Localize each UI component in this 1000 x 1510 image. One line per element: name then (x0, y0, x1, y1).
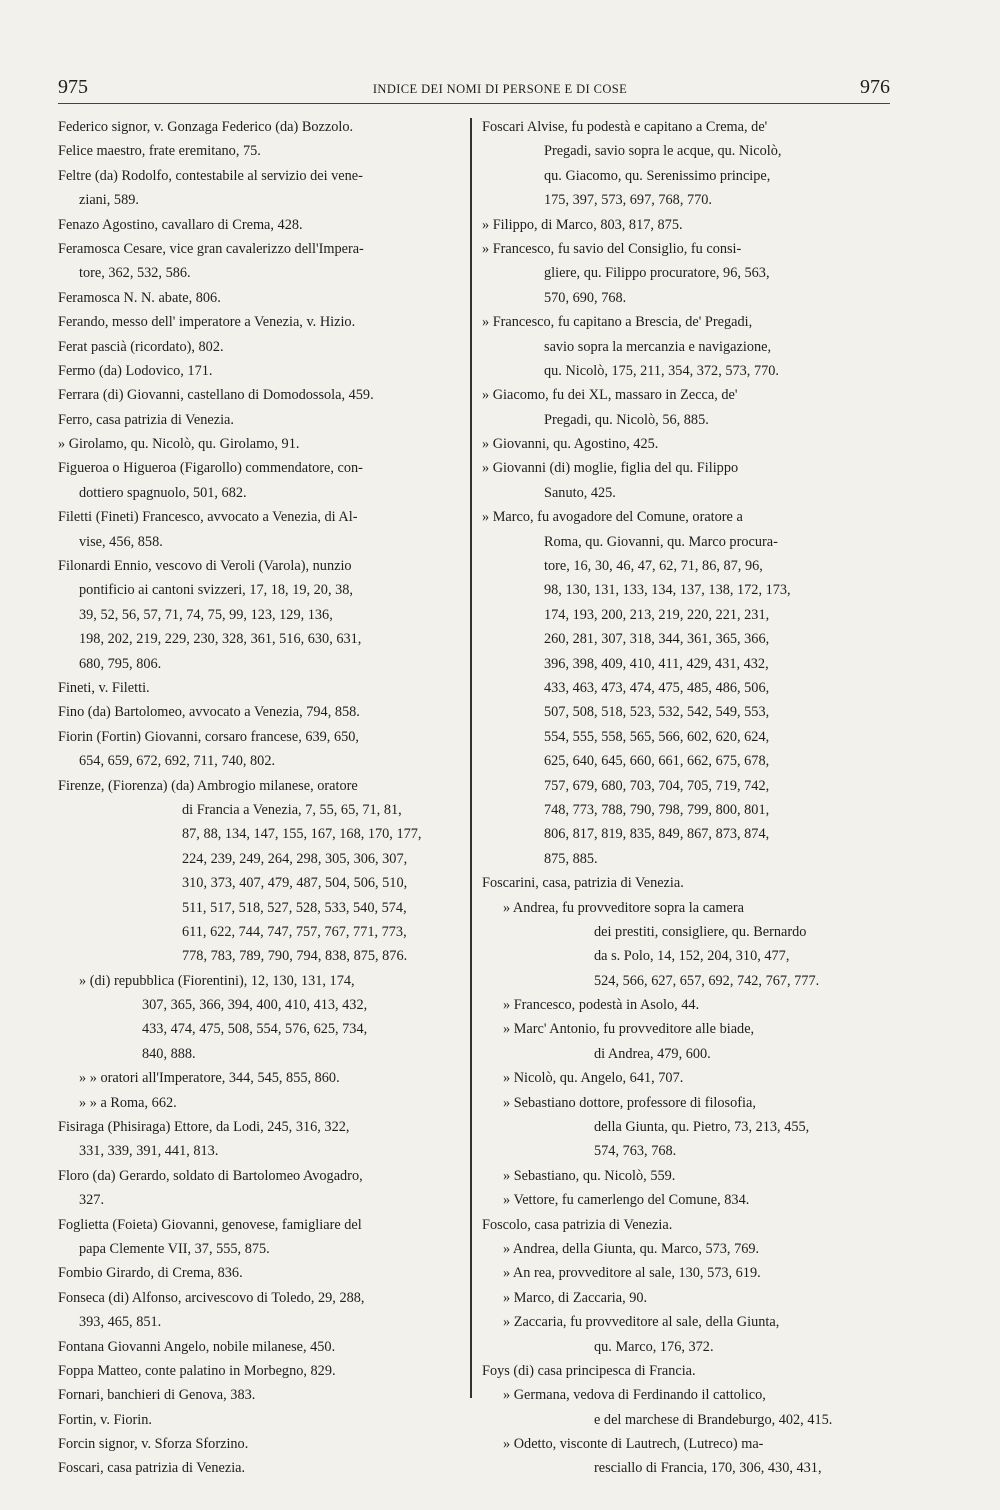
index-entry-line: » Girolamo, qu. Nicolò, qu. Girolamo, 91. (58, 436, 300, 453)
index-entry-line: Fino (da) Bartolomeo, avvocato a Venezia, 794, 858. (58, 704, 360, 721)
index-entry-line: vise, 456, 858. (79, 533, 163, 550)
index-entry-line: 611, 622, 744, 747, 757, 767, 771, 773, (182, 923, 407, 940)
index-entry-line: » Odetto, visconte di Lautrech, (Lutreco) ma- (503, 1436, 764, 1453)
index-entry-line: Foscarini, casa, patrizia di Venezia. (482, 875, 684, 892)
index-entry-line: » Giovanni (di) moglie, figlia del qu. Filippo (482, 460, 739, 477)
index-entry-line: 507, 508, 518, 523, 532, 542, 549, 553, (544, 704, 770, 721)
index-entry-line: Fisiraga (Phisiraga) Ettore, da Lodi, 245, 316, 322, (58, 1119, 350, 1136)
index-entry-line: papa Clemente VII, 37, 555, 875. (79, 1240, 270, 1257)
index-entry-line: Fontana Giovanni Angelo, nobile milanese, 450. (58, 1338, 336, 1355)
index-entry-line: Foscari Alvise, fu podestà e capitano a Crema, de' (482, 119, 768, 135)
index-entry-line: » Marc' Antonio, fu provveditore alle biade, (503, 1021, 755, 1038)
index-entry-line: 511, 517, 518, 527, 528, 533, 540, 574, (182, 899, 407, 916)
index-entry-line: Feramosca N. N. abate, 806. (58, 289, 221, 306)
index-entry-line: 327. (79, 1192, 105, 1209)
index-entry-line: 307, 365, 366, 394, 400, 410, 413, 432, (142, 997, 368, 1014)
index-entry-line: tore, 362, 532, 586. (79, 265, 191, 282)
index-entry-line: di Francia a Venezia, 7, 55, 65, 71, 81, (182, 801, 402, 818)
index-entry-line: 98, 130, 131, 133, 134, 137, 138, 172, 173, (544, 582, 791, 599)
index-entry-line: » Marco, di Zaccaria, 90. (503, 1289, 648, 1306)
index-entry-line: Ferando, messo dell' imperatore a Venezia, v. Hizio. (58, 314, 356, 331)
index-entry-line: Fortin, v. Fiorin. (58, 1411, 152, 1428)
index-entry-line: Fonseca (di) Alfonso, arcivescovo di Toledo, 29, 288, (58, 1289, 365, 1306)
running-title: INDICE DEI NOMI DI PERSONE E DI COSE (372, 82, 628, 96)
index-entry-line: 654, 659, 672, 692, 711, 740, 802. (79, 753, 276, 770)
index-entry-line: qu. Marco, 176, 372. (594, 1338, 714, 1355)
left-page-number: 975 (58, 76, 88, 98)
right-page-number: 976 (860, 76, 890, 98)
index-entry-line: 396, 398, 409, 410, 411, 429, 431, 432, (544, 655, 769, 672)
index-entry-line: Ferro, casa patrizia di Venezia. (58, 411, 234, 428)
index-entry-line: » Germana, vedova di Ferdinando il cattolico, (503, 1387, 766, 1404)
index-entry-line: dottiero spagnuolo, 501, 682. (79, 484, 247, 501)
index-entry-line: 393, 465, 851. (79, 1314, 162, 1331)
index-entry-line: 625, 640, 645, 660, 661, 662, 675, 678, (544, 753, 770, 770)
index-entry-line: » Giacomo, fu dei XL, massaro in Zecca, de' (482, 387, 738, 404)
index-entry-line: 778, 783, 789, 790, 794, 838, 875, 876. (182, 948, 408, 965)
index-entry-line: Foglietta (Foieta) Giovanni, genovese, famigliare del (58, 1216, 362, 1233)
index-entry-line: resciallo di Francia, 170, 306, 430, 431, (594, 1460, 822, 1477)
index-entry-line: della Giunta, qu. Pietro, 73, 213, 455, (594, 1119, 810, 1136)
index-entry-line: » » oratori all'Imperatore, 344, 545, 855, 860. (79, 1070, 340, 1087)
index-entry-line: » Andrea, della Giunta, qu. Marco, 573, 769. (503, 1240, 760, 1257)
index-entry-line: di Andrea, 479, 600. (594, 1045, 711, 1062)
index-entry-line: qu. Giacomo, qu. Serenissimo principe, (544, 167, 771, 184)
index-entry-line: Pregadi, savio sopra le acque, qu. Nicolò, (544, 143, 782, 160)
index-entry-line: » Sebastiano, qu. Nicolò, 559. (503, 1167, 676, 1184)
index-entry-line: » Filippo, di Marco, 803, 817, 875. (482, 216, 683, 233)
index-entry-line: tore, 16, 30, 46, 47, 62, 71, 86, 87, 96, (544, 558, 763, 575)
index-entry-line: 331, 339, 391, 441, 813. (79, 1143, 219, 1160)
index-entry-line: e del marchese di Brandeburgo, 402, 415. (594, 1411, 833, 1428)
index-entry-line: » Nicolò, qu. Angelo, 641, 707. (503, 1070, 684, 1087)
index-entry-line: 748, 773, 788, 790, 798, 799, 800, 801, (544, 801, 770, 818)
index-entry-line: » (di) repubblica (Fiorentini), 12, 130, 131, 174, (79, 972, 355, 989)
index-entry-line: 570, 690, 768. (544, 289, 627, 306)
index-entry-line: » Francesco, podestà in Asolo, 44. (503, 997, 700, 1014)
index-entry-line: Pregadi, qu. Nicolò, 56, 885. (544, 411, 709, 428)
index-entry-line: Sanuto, 425. (544, 484, 616, 501)
index-entry-line: Feltre (da) Rodolfo, contestabile al servizio dei vene- (58, 167, 363, 184)
index-entry-line: » Francesco, fu capitano a Brescia, de' Pregadi, (482, 314, 753, 331)
index-entry-line: 806, 817, 819, 835, 849, 867, 873, 874, (544, 826, 770, 843)
index-entry-line: 87, 88, 134, 147, 155, 167, 168, 170, 177, (182, 826, 422, 843)
index-entry-line: 198, 202, 219, 229, 230, 328, 361, 516, 630, 631, (79, 631, 362, 648)
index-entry-line: Ferrara (di) Giovanni, castellano di Domodossola, 459. (58, 387, 374, 404)
index-entry-line: 174, 193, 200, 213, 219, 220, 221, 231, (544, 606, 770, 623)
index-entry-line: Foscari, casa patrizia di Venezia. (58, 1460, 246, 1477)
index-entry-line: » » a Roma, 662. (79, 1094, 177, 1111)
index-entry-line: 39, 52, 56, 57, 71, 74, 75, 99, 123, 129, 136, (79, 606, 333, 623)
column-divider (470, 118, 472, 1398)
index-entry-line: 224, 239, 249, 264, 298, 305, 306, 307, (182, 850, 408, 867)
index-entry-line: Foys (di) casa principesca di Francia. (482, 1362, 696, 1379)
index-entry-line: Floro (da) Gerardo, soldato di Bartolomeo Avogadro, (58, 1167, 363, 1184)
index-entry-line: » Andrea, fu provveditore sopra la camera (503, 899, 744, 916)
index-entry-line: Felice maestro, frate eremitano, 75. (58, 143, 261, 160)
index-entry-line: Fermo (da) Lodovico, 171. (58, 362, 213, 379)
index-entry-line: Fineti, v. Filetti. (58, 679, 150, 696)
index-entry-line: » Giovanni, qu. Agostino, 425. (482, 436, 659, 453)
index-entry-line: dei prestiti, consigliere, qu. Bernardo (594, 923, 807, 940)
index-entry-line: » Vettore, fu camerlengo del Comune, 834. (503, 1192, 750, 1209)
index-entry-line: 524, 566, 627, 657, 692, 742, 767, 777. (594, 972, 820, 989)
index-entry-line: Filetti (Fineti) Francesco, avvocato a Venezia, di Al- (58, 509, 358, 526)
index-entry-line: Federico signor, v. Gonzaga Federico (da) Bozzolo. (58, 119, 354, 135)
index-entry-line: 175, 397, 573, 697, 768, 770. (544, 192, 712, 209)
index-entry-line: Forcin signor, v. Sforza Sforzino. (58, 1436, 249, 1453)
index-entry-line: Filonardi Ennio, vescovo di Veroli (Varola), nunzio (58, 558, 352, 575)
index-entry-line: gliere, qu. Filippo procuratore, 96, 563, (544, 265, 770, 282)
index-entry-line: Fornari, banchieri di Genova, 383. (58, 1387, 256, 1404)
index-entry-line: Firenze, (Fiorenza) (da) Ambrogio milanese, oratore (58, 777, 358, 794)
index-entry-line: » Sebastiano dottore, professore di filosofia, (503, 1094, 756, 1111)
right-column (482, 115, 892, 1481)
index-entry-line: » An rea, provveditore al sale, 130, 573, 619. (503, 1265, 761, 1282)
index-entry-line: 840, 888. (142, 1045, 196, 1062)
index-entry-line: Fombio Girardo, di Crema, 836. (58, 1265, 243, 1282)
index-entry-line: qu. Nicolò, 175, 211, 354, 372, 573, 770. (544, 362, 779, 379)
index-entry-line: 757, 679, 680, 703, 704, 705, 719, 742, (544, 777, 770, 794)
index-entry-line: 680, 795, 806. (79, 655, 162, 672)
index-entry-line: Ferat pascià (ricordato), 802. (58, 338, 224, 355)
index-entry-line: ziani, 589. (79, 192, 139, 209)
index-entry-line: 554, 555, 558, 565, 566, 602, 620, 624, (544, 728, 770, 745)
index-entry-line: da s. Polo, 14, 152, 204, 310, 477, (594, 948, 790, 965)
index-entry-line: » Zaccaria, fu provveditore al sale, della Giunta, (503, 1314, 780, 1331)
index-entry-line: 433, 463, 473, 474, 475, 485, 486, 506, (544, 679, 770, 696)
index-entry-line: Fenazo Agostino, cavallaro di Crema, 428. (58, 216, 303, 233)
index-entry-line: 260, 281, 307, 318, 344, 361, 365, 366, (544, 631, 770, 648)
index-entry-line: 875, 885. (544, 850, 598, 867)
index-entry-line: Roma, qu. Giovanni, qu. Marco procura- (544, 533, 778, 550)
index-entry-line: pontificio ai cantoni svizzeri, 17, 18, 19, 20, 38, (79, 582, 353, 599)
index-entry-line: Fiorin (Fortin) Giovanni, corsaro francese, 639, 650, (58, 728, 359, 745)
index-entry-line: Feramosca Cesare, vice gran cavalerizzo dell'Impera- (58, 240, 364, 257)
index-entry-line: 433, 474, 475, 508, 554, 576, 625, 734, (142, 1021, 368, 1038)
index-entry-line: Figueroa o Higueroa (Figarollo) commendatore, con- (58, 460, 363, 477)
index-entry-line: 310, 373, 407, 479, 487, 504, 506, 510, (182, 875, 408, 892)
left-column (58, 115, 460, 1481)
index-entry-line: Foscolo, casa patrizia di Venezia. (482, 1216, 673, 1233)
header-rule (58, 103, 890, 104)
index-entry-line: Foppa Matteo, conte palatino in Morbegno, 829. (58, 1362, 336, 1379)
index-entry-line: » Francesco, fu savio del Consiglio, fu consi- (482, 240, 742, 257)
index-entry-line: 574, 763, 768. (594, 1143, 677, 1160)
index-entry-line: » Marco, fu avogadore del Comune, oratore a (482, 509, 743, 526)
index-entry-line: savio sopra la mercanzia e navigazione, (544, 338, 772, 355)
